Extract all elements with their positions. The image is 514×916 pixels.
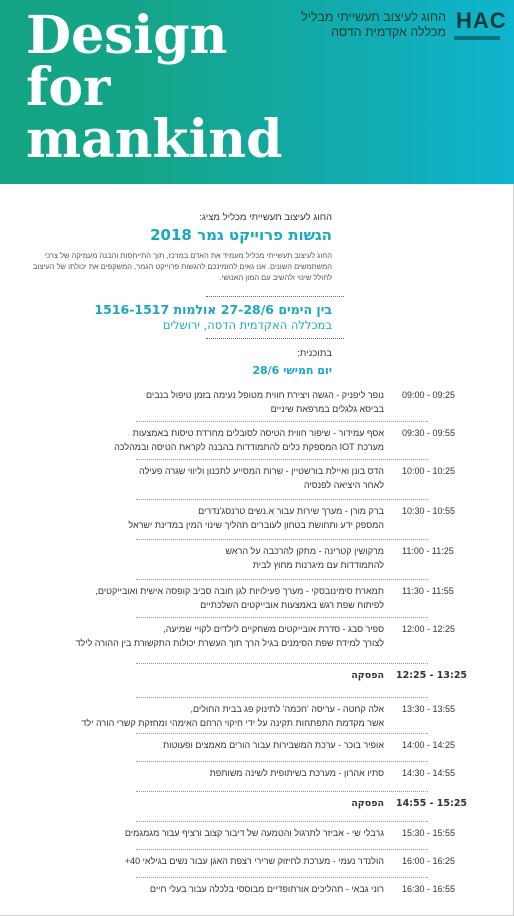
- org-block: [301, 6, 507, 50]
- headline: [26, 5, 326, 170]
- org-name: [301, 10, 446, 40]
- presentation-detail: לפיתוח שפת רגש באמצעות אובייקטים השלכתיים: [200, 600, 384, 610]
- row-separator: [136, 877, 428, 878]
- row-separator: [136, 697, 428, 698]
- presentation-detail: בביסא גלגלים במרפאת שיניים: [270, 404, 384, 414]
- headline-word: Design: [26, 5, 228, 66]
- row-separator: [136, 761, 428, 762]
- row-separator: [136, 791, 428, 792]
- time-slot: 10:00 - 10:25: [402, 466, 456, 476]
- presentation-detail: להתמודדות עם מיגרנות מחוץ לבית: [252, 560, 384, 570]
- presentation-title: סתיו אהרון - מערכת בשיתופית לשינה משותפת: [209, 768, 384, 778]
- presentation-detail: מערכת IOT המספקת כלים להתמודדות בהבנה לקראת הטיסה ובמהלכה: [114, 442, 384, 452]
- divider: [206, 338, 344, 339]
- break-label: הפסקה: [351, 670, 384, 681]
- presentation-detail: המספק ידע ותחושת בטחון לעוברים תהליך שינוי המין במדינת ישראל: [128, 520, 384, 530]
- day-label: יום חמישי 28/6: [252, 364, 332, 377]
- time-slot: 10:30 - 10:55: [402, 506, 456, 516]
- presentation-title: אלה קחטה - עריסה 'חכמה' לתינוק פג בבית החולים,: [190, 704, 384, 714]
- break-time: 14:55 - 15:25: [396, 798, 468, 809]
- presentation-detail: אשר מקדמת התפתחות תקינה על ידי חיקוי הרחם האימהי ומחזקת קשרי הורה ילד: [81, 718, 384, 728]
- time-slot: 13:30 - 13:55: [402, 704, 456, 714]
- time-slot: 09:30 - 09:55: [402, 428, 456, 438]
- header-banner: [0, 0, 514, 184]
- time-slot: 09:00 - 09:25: [402, 390, 456, 400]
- row-separator: [136, 821, 428, 822]
- time-slot: 15:30 - 15:55: [402, 828, 456, 838]
- event-dates: בין הימים 27-28/6 אולמות 1516-1517: [94, 302, 332, 317]
- page-title: הגשות פרוייקט גמר 2018: [150, 226, 332, 244]
- time-slot: 11:00 - 11:25: [402, 546, 454, 556]
- logo-letters: HAC: [456, 8, 507, 33]
- headline-word: for: [26, 57, 111, 118]
- presents-line: החוג לעיצוב תעשייתי מכליל מציג:: [199, 212, 332, 223]
- break-label: הפסקה: [351, 798, 384, 809]
- row-separator: [136, 459, 428, 460]
- program-label: בתוכנית:: [297, 348, 332, 359]
- logo-underline: [454, 36, 500, 40]
- row-separator: [136, 617, 428, 618]
- time-slot: 16:00 - 16:25: [402, 856, 456, 866]
- presentation-title: ברק מורן - מערך שירות עבור א.נשים טרנסג'נדרים: [198, 506, 384, 516]
- break-time: 12:25 - 13:25: [396, 670, 468, 681]
- presentation-title: נופר ליפניק - הגשה ויצירת חווית מטופל נעימה בזמן טיפול בנבים: [145, 390, 384, 400]
- presentation-title: רוני גבאי - תהליכים אורתופדיים מבוססי בלכלה עבור בעלי חיים: [149, 884, 384, 894]
- row-separator: [136, 849, 428, 850]
- presentation-title: מרקושין קטרינה - מתקן להרכבה על הראש: [225, 546, 384, 556]
- presentation-title: גרבלי שי - אביזר לתרגול והטמעה של דיבור קצוב ורציף עבור מגמגמים: [124, 828, 384, 838]
- org-line: מכללה אקדמית הדסה: [331, 25, 446, 39]
- time-slot: 11:30 - 11:55: [402, 586, 454, 596]
- org-line: החוג לעיצוב תעשייתי מבליל: [301, 10, 446, 24]
- time-slot: 14:00 - 14:25: [402, 740, 456, 750]
- content: [0, 184, 514, 916]
- hac-logo-icon: [454, 6, 507, 46]
- presentation-title: הדס בונן ואיילת בורשטיין - שרות המסייע לתכנון וליווי שגרה פעילה: [139, 466, 384, 476]
- row-separator: [136, 499, 428, 500]
- presentation-title: תמארת סימינובסקי - מערך פעילויות לגן חובה סביב קופסה אישית ואובייקטים,: [95, 586, 384, 596]
- presentation-title: ספיר סבג - סדרת אובייקטים משחקיים לילדים לקויי שמיעה,: [163, 624, 384, 634]
- presentation-title: אסף עמידור - שיפור חווית הטיסה לסובלים מחרדת טיסות באמצעות: [132, 428, 384, 438]
- description: החוג לעיצוב תעשייתי מכליל מעמיד את האדם במרכז, תוך התייחסות והבנה מעמיקה של צרכי המשתמשים השונים. אנו גאים להזמינכם להגשות פרוייקט הגמר, המשקפים את יכולתו של העיצוב לחולל שינוי ולהשיב עם המון האנושי.: [32, 251, 332, 282]
- time-slot: 12:00 - 12:25: [402, 624, 456, 634]
- row-separator: [136, 733, 428, 734]
- time-slot: 14:30 - 14:55: [402, 768, 456, 778]
- presentation-title: הולנדר נעמי - מערכת לחיזוק שרירי רצפת האגן עבור נשים בגילאי 40+: [124, 856, 384, 866]
- presentation-detail: לצורך למידת שפת הסימנים בגיל הרך תוך העשרת יכולות התקשורת בין ההורה לילד: [75, 638, 384, 648]
- presentation-detail: לאחר היציאה לפנסיה: [303, 480, 384, 490]
- row-separator: [136, 579, 428, 580]
- presentation-title: אופיר בוכר - ערכת המשבירות עבור הורים מאמצים ופעוטות: [163, 740, 384, 750]
- row-separator: [136, 663, 428, 664]
- time-slot: 16:30 - 16:55: [402, 884, 456, 894]
- row-separator: [136, 421, 428, 422]
- divider: [206, 296, 344, 297]
- headline-word: mankind: [26, 109, 283, 170]
- event-venue: במכללה האקדמית הדסה, ירושלים: [162, 318, 332, 332]
- row-separator: [136, 539, 428, 540]
